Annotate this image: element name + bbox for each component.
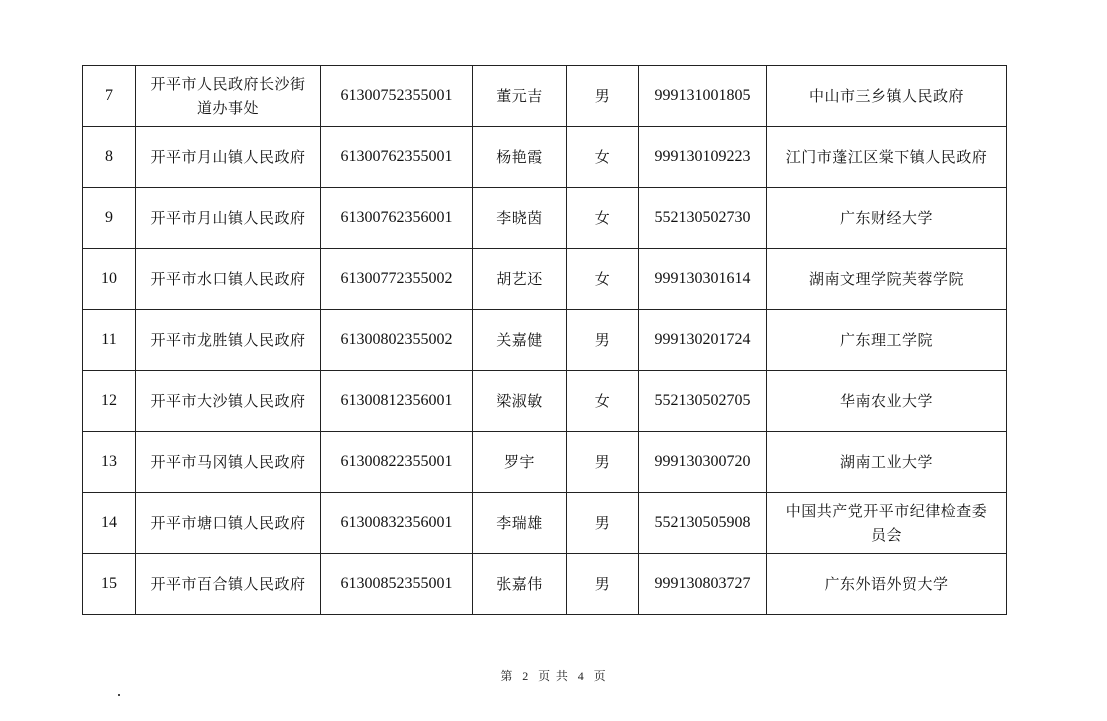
- position-code-cell: 61300852355001: [321, 554, 473, 615]
- position-code-cell: 61300762356001: [321, 188, 473, 249]
- name-cell: 张嘉伟: [473, 554, 567, 615]
- exam-number-cell: 999130109223: [639, 127, 767, 188]
- name-cell: 罗宇: [473, 432, 567, 493]
- unit-cell: 开平市塘口镇人民政府: [136, 493, 321, 554]
- gender-cell: 男: [567, 66, 639, 127]
- position-code-cell: 61300772355002: [321, 249, 473, 310]
- name-cell: 董元吉: [473, 66, 567, 127]
- exam-number-cell: 552130502705: [639, 371, 767, 432]
- gender-cell: 女: [567, 188, 639, 249]
- position-code-cell: 61300802355002: [321, 310, 473, 371]
- name-cell: 关嘉健: [473, 310, 567, 371]
- position-code-cell: 61300762355001: [321, 127, 473, 188]
- employer-cell: 江门市蓬江区棠下镇人民政府: [767, 127, 1007, 188]
- name-cell: 杨艳霞: [473, 127, 567, 188]
- employer-cell: 华南农业大学: [767, 371, 1007, 432]
- row-number-cell: 12: [83, 371, 136, 432]
- row-number-cell: 11: [83, 310, 136, 371]
- unit-cell: 开平市龙胜镇人民政府: [136, 310, 321, 371]
- gender-cell: 女: [567, 249, 639, 310]
- row-number-cell: 7: [83, 66, 136, 127]
- employer-cell: 中山市三乡镇人民政府: [767, 66, 1007, 127]
- gender-cell: 女: [567, 371, 639, 432]
- row-number-cell: 14: [83, 493, 136, 554]
- position-code-cell: 61300752355001: [321, 66, 473, 127]
- row-number-cell: 15: [83, 554, 136, 615]
- table-row: [83, 371, 1007, 432]
- table-body: [83, 66, 1007, 615]
- employer-cell: 广东外语外贸大学: [767, 554, 1007, 615]
- scan-speck: [118, 694, 120, 696]
- name-cell: 李瑞雄: [473, 493, 567, 554]
- unit-cell: 开平市水口镇人民政府: [136, 249, 321, 310]
- name-cell: 李晓茵: [473, 188, 567, 249]
- position-code-cell: 61300812356001: [321, 371, 473, 432]
- row-number-cell: 13: [83, 432, 136, 493]
- row-number-cell: 10: [83, 249, 136, 310]
- exam-number-cell: 552130505908: [639, 493, 767, 554]
- personnel-table: [82, 65, 1007, 615]
- page-footer: [0, 667, 1107, 684]
- total-page-number: 4: [577, 669, 585, 683]
- footer-middle: 页 共: [538, 669, 569, 683]
- table-row: [83, 310, 1007, 371]
- exam-number-cell: 999131001805: [639, 66, 767, 127]
- unit-cell: 开平市大沙镇人民政府: [136, 371, 321, 432]
- gender-cell: 男: [567, 310, 639, 371]
- name-cell: 梁淑敏: [473, 371, 567, 432]
- position-code-cell: 61300822355001: [321, 432, 473, 493]
- employer-cell: 中国共产党开平市纪律检查委员会: [767, 493, 1007, 554]
- exam-number-cell: 999130301614: [639, 249, 767, 310]
- unit-cell: 开平市马冈镇人民政府: [136, 432, 321, 493]
- footer-suffix: 页: [593, 669, 607, 683]
- gender-cell: 女: [567, 127, 639, 188]
- unit-cell: 开平市人民政府长沙街道办事处: [136, 66, 321, 127]
- table-row: [83, 432, 1007, 493]
- employer-cell: 湖南文理学院芙蓉学院: [767, 249, 1007, 310]
- gender-cell: 男: [567, 432, 639, 493]
- unit-cell: 开平市月山镇人民政府: [136, 127, 321, 188]
- gender-cell: 男: [567, 554, 639, 615]
- table-row: [83, 66, 1007, 127]
- footer-prefix: 第: [500, 669, 514, 683]
- unit-cell: 开平市百合镇人民政府: [136, 554, 321, 615]
- employer-cell: 广东财经大学: [767, 188, 1007, 249]
- employer-cell: 湖南工业大学: [767, 432, 1007, 493]
- exam-number-cell: 552130502730: [639, 188, 767, 249]
- position-code-cell: 61300832356001: [321, 493, 473, 554]
- current-page-number: 2: [522, 669, 530, 683]
- gender-cell: 男: [567, 493, 639, 554]
- table-row: [83, 127, 1007, 188]
- exam-number-cell: 999130803727: [639, 554, 767, 615]
- table-row: [83, 249, 1007, 310]
- table-row: [83, 188, 1007, 249]
- exam-number-cell: 999130300720: [639, 432, 767, 493]
- row-number-cell: 8: [83, 127, 136, 188]
- exam-number-cell: 999130201724: [639, 310, 767, 371]
- unit-cell: 开平市月山镇人民政府: [136, 188, 321, 249]
- employer-cell: 广东理工学院: [767, 310, 1007, 371]
- name-cell: 胡艺还: [473, 249, 567, 310]
- table-row: [83, 554, 1007, 615]
- row-number-cell: 9: [83, 188, 136, 249]
- table-row: [83, 493, 1007, 554]
